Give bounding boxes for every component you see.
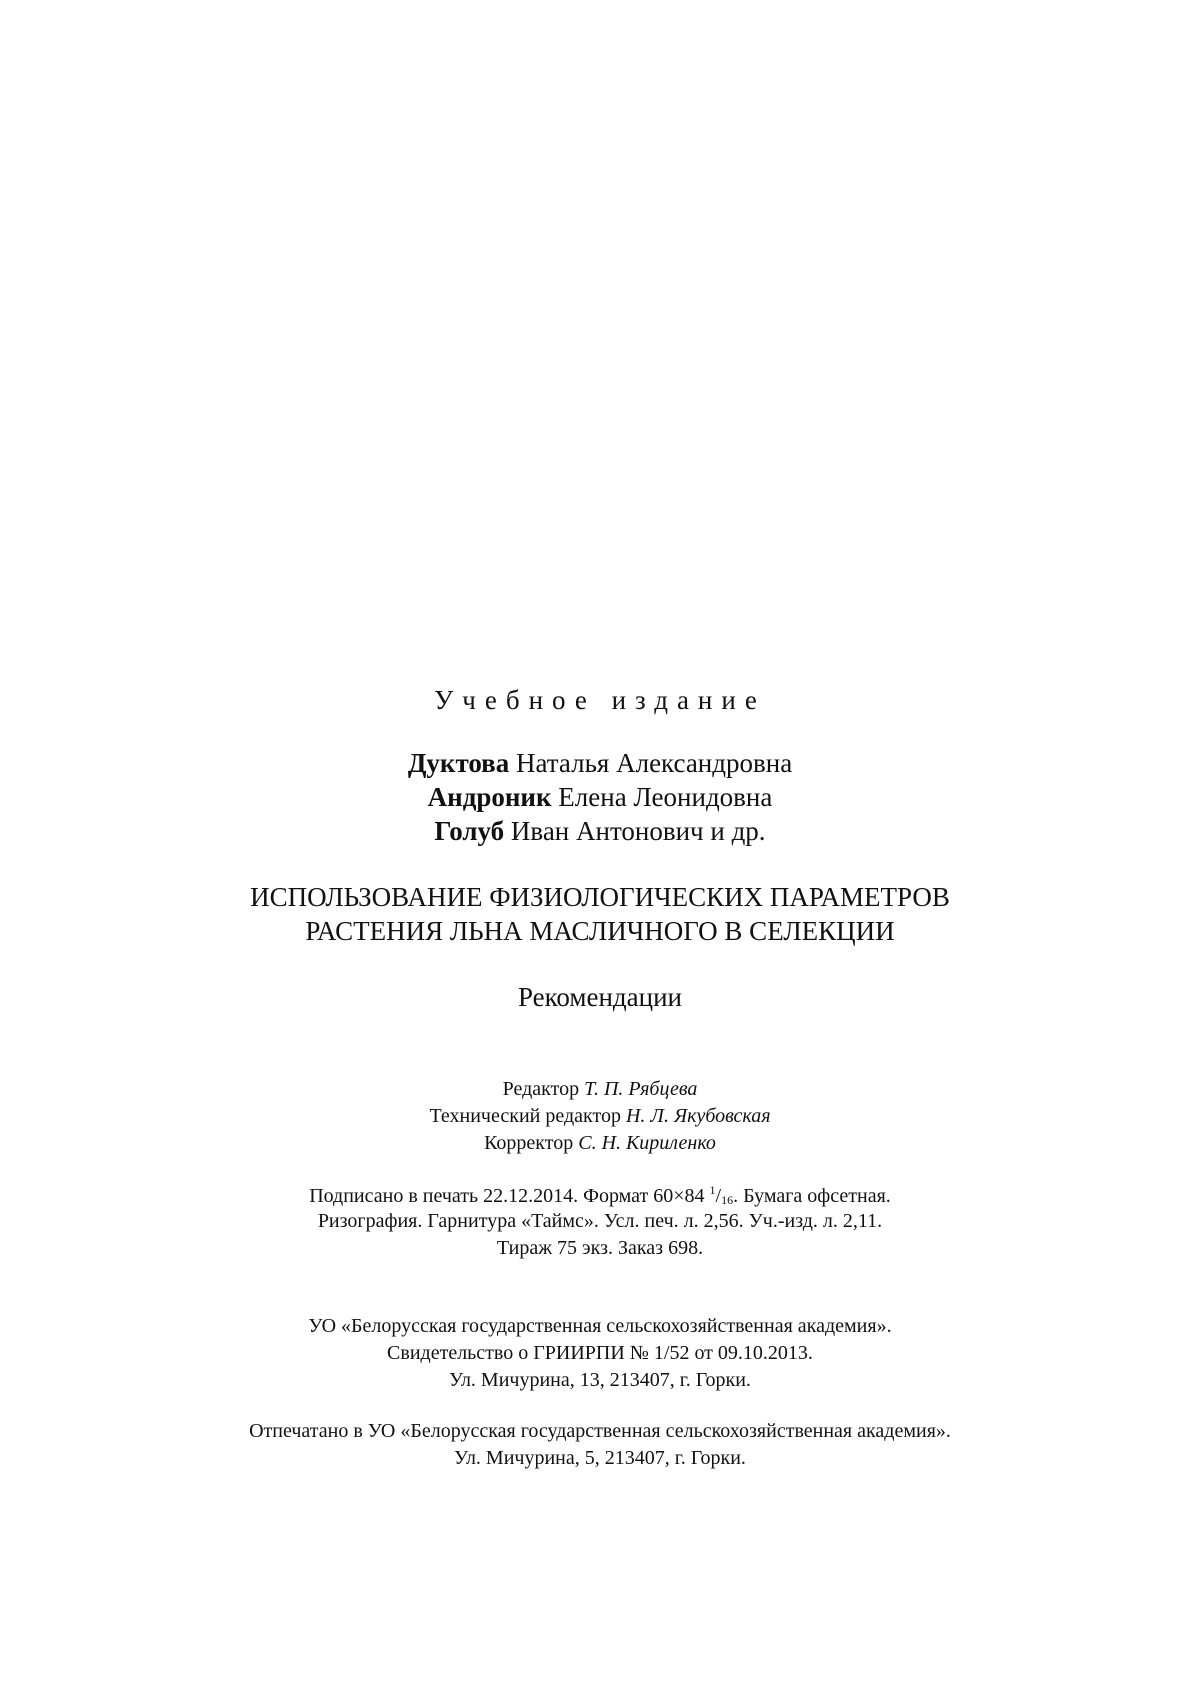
staff-tech-editor xyxy=(0,1105,1200,1128)
author-2 xyxy=(0,782,1200,813)
title-line-2: РАСТЕНИЯ ЛЬНА МАСЛИЧНОГО В СЕЛЕКЦИИ xyxy=(305,916,895,946)
staff-editor-name: Т. П. Рябцева xyxy=(584,1078,698,1100)
print-info-line-2: Ризография. Гарнитура «Таймс». Усл. печ. л. 2,56. Уч.-изд. л. 2,11. xyxy=(317,1210,883,1232)
printer-line-1: Отпечатано в УО «Белорусская государственная сельскохозяйственная академия». xyxy=(249,1420,951,1442)
staff-tech-editor-name: Н. Л. Якубовская xyxy=(625,1105,771,1127)
publisher-line-1: УО «Белорусская государственная сельскохозяйственная академия». xyxy=(308,1315,892,1337)
author-1 xyxy=(0,748,1200,779)
author-3-given: Иван Антонович и др. xyxy=(510,816,766,846)
staff-editor-role: Редактор xyxy=(502,1078,580,1100)
format-fraction-denominator: 16 xyxy=(721,1193,734,1207)
author-2-given: Елена Леонидовна xyxy=(558,782,773,812)
subtitle: Рекомендации xyxy=(518,982,682,1012)
title-line-1: ИСПОЛЬЗОВАНИЕ ФИЗИОЛОГИЧЕСКИХ ПАРАМЕТРОВ xyxy=(250,882,950,912)
publisher-line-3: Ул. Мичурина, 13, 213407, г. Горки. xyxy=(449,1369,751,1391)
author-3 xyxy=(0,816,1200,847)
print-info-line-3: Тираж 75 экз. Заказ 698. xyxy=(496,1237,704,1259)
author-1-surname: Дуктова xyxy=(407,748,510,778)
printer-line-2: Ул. Мичурина, 5, 213407, г. Горки. xyxy=(454,1447,746,1469)
format-fraction-numerator: 1 xyxy=(709,1183,716,1197)
author-3-surname: Голуб xyxy=(434,816,505,846)
staff-corrector-role: Корректор xyxy=(484,1132,574,1154)
staff-corrector-name: С. Н. Кириленко xyxy=(578,1132,716,1154)
publisher-line-2: Свидетельство о ГРИИРПИ № 1/52 от 09.10.2013. xyxy=(387,1342,813,1364)
staff-tech-editor-role: Технический редактор xyxy=(429,1105,621,1127)
edition-type: Учебное издание xyxy=(434,685,766,715)
staff-editor xyxy=(0,1078,1200,1101)
staff-corrector xyxy=(0,1132,1200,1155)
author-1-given: Наталья Александровна xyxy=(516,748,793,778)
print-info-line-1-suffix: . Бумага офсетная. xyxy=(733,1185,891,1207)
print-info-line-1-prefix: Подписано в печать 22.12.2014. Формат 60×84 xyxy=(309,1185,710,1207)
author-2-surname: Андроник xyxy=(427,782,552,812)
print-info-line-1: Подписано в печать 22.12.2014. Формат 60×84 $^1/_{16}$. Бумага офсетная. xyxy=(309,1183,891,1207)
